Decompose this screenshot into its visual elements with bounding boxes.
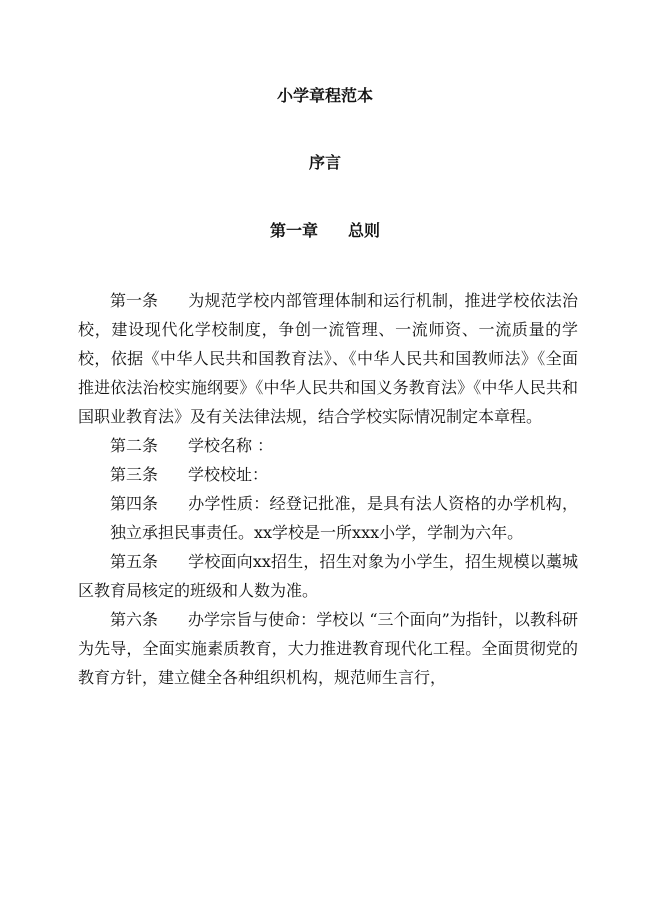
- article-label: 第六条: [110, 610, 159, 629]
- article-6: [78, 605, 578, 692]
- article-label: 第二条: [110, 436, 159, 455]
- preface-heading: 序言: [308, 153, 341, 172]
- chapter-name: 总则: [348, 221, 381, 240]
- article-1: [78, 286, 578, 431]
- document-title: 小学章程范本: [276, 86, 373, 105]
- article-text: 为规范学校内部管理体制和运行机制，推进学校依法治校，建设现代化学校制度，争创一流管理、一流师资、一流质量的学校，依据《中华人民共和国教育法》、《中华人民共和国教师法》《全面推进依法治校实施纲要》《中华人民共和国义务教育法》《中华人民共和国职业教育法》及有关法律法规，结合学校实际情况制定本章程。: [78, 291, 578, 426]
- articles-body: [78, 286, 578, 692]
- article-5: [78, 547, 578, 605]
- article-4: [78, 489, 578, 547]
- article-label: 第一条: [110, 291, 159, 310]
- article-2: [78, 431, 578, 460]
- chapter-heading: [0, 221, 650, 241]
- article-label: 第三条: [110, 465, 159, 484]
- article-text: 学校面向xx招生，招生对象为小学生，招生规模以藁城区教育局核定的班级和人数为准。: [78, 552, 578, 600]
- article-text: 学校名称 ：: [188, 436, 274, 455]
- article-text: 办学性质：经登记批准，是具有法人资格的办学机构，独立承担民事责任。xx学校是一所xxx小学，学制为六年。: [110, 494, 578, 542]
- article-text: 学校校址：: [188, 465, 269, 484]
- article-3: [78, 460, 578, 489]
- article-label: 第四条: [110, 494, 159, 513]
- chapter-number: 第一章: [269, 221, 318, 240]
- article-text: 办学宗旨与使命：学校以 “三个面向”为指针，以教科研为先导，全面实施素质教育，大力推进教育现代化工程。全面贯彻党的教育方针，建立健全各种组织机构，规范师生言行，: [78, 610, 578, 687]
- article-label: 第五条: [110, 552, 159, 571]
